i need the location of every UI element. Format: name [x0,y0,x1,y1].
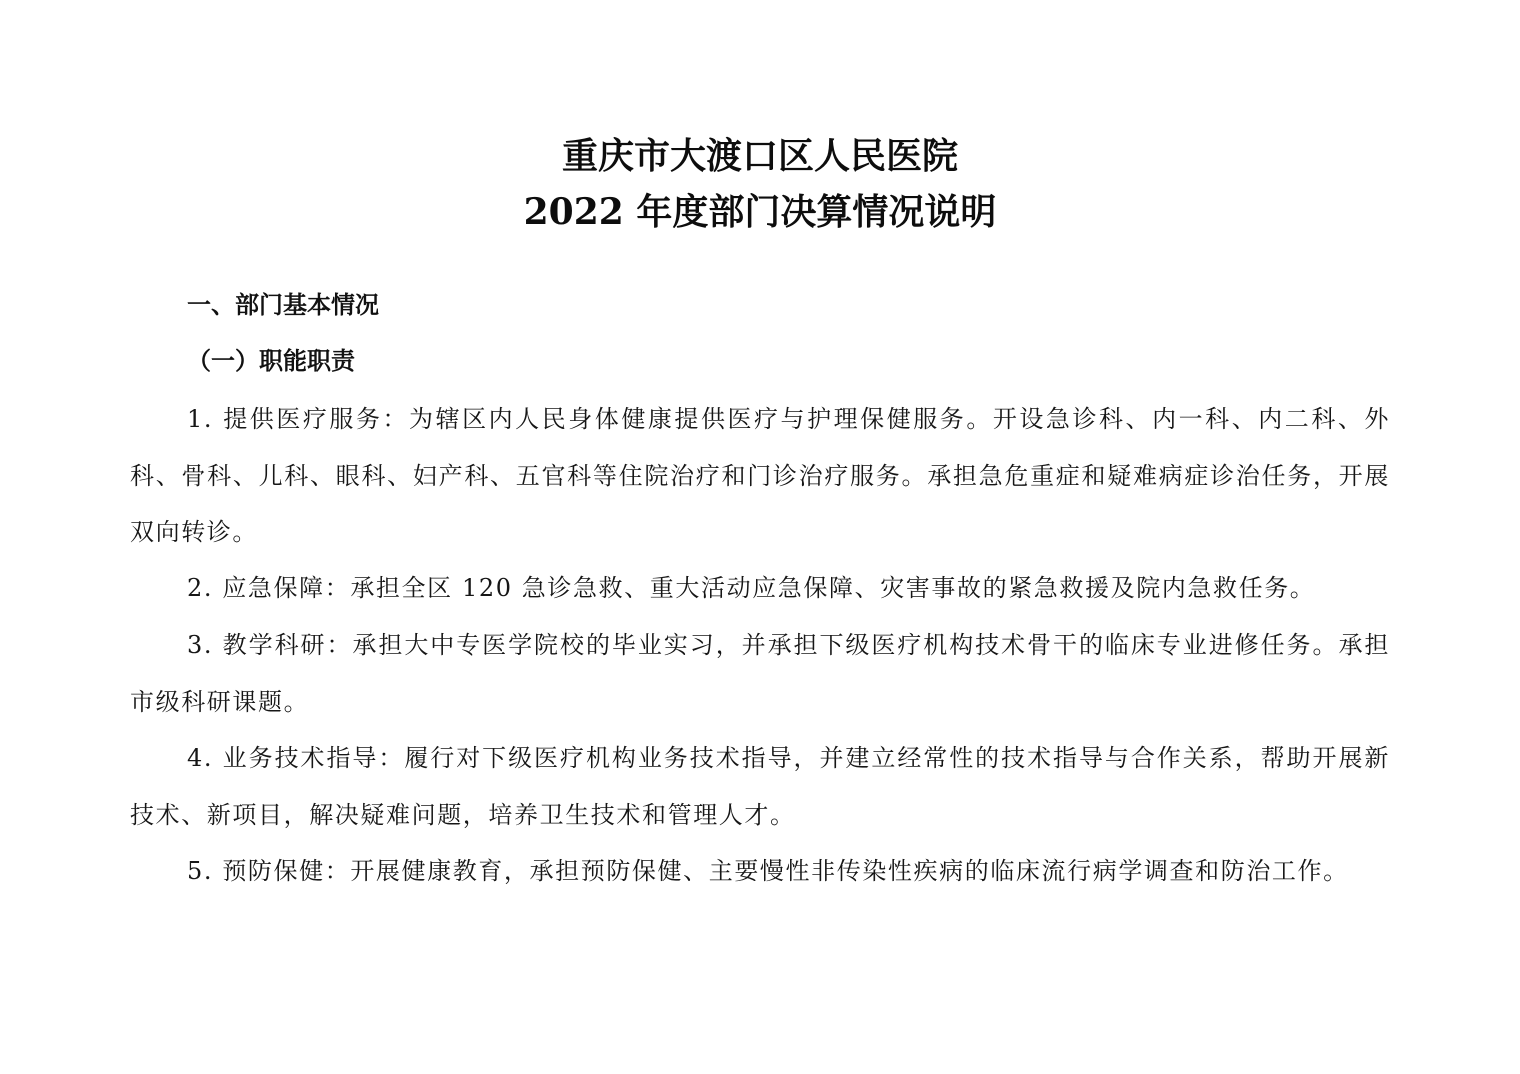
subsection-heading: （一）职能职责 [187,347,355,375]
section-heading: 一、部门基本情况 [187,291,379,319]
document-title-line2: 2022 年度部门决算情况说明 [523,191,997,233]
paragraph-technical-guidance: 4. 业务技术指导：履行对下级医疗机构业务技术指导，并建立经常性的技术指导与合作关系，帮助开展新技术、新项目，解决疑难问题，培养卫生技术和管理人才。 [130,744,1390,829]
paragraph-emergency-support: 2. 应急保障：承担全区 120 急诊急救、重大活动应急保障、灾害事故的紧急救援及院内急救任务。 [187,574,1316,602]
paragraph-preventive-care: 5. 预防保健：开展健康教育，承担预防保健、主要慢性非传染性疾病的临床流行病学调查和防治工作。 [187,857,1349,885]
paragraph-teaching-research: 3. 教学科研：承担大中专医学院校的毕业实习，并承担下级医疗机构技术骨干的临床专业进修任务。承担市级科研课题。 [130,631,1390,716]
paragraph-medical-services: 1. 提供医疗服务：为辖区内人民身体健康提供医疗与护理保健服务。开设急诊科、内一科、内二科、外科、骨科、儿科、眼科、妇产科、五官科等住院治疗和门诊治疗服务。承担急危重症和疑难病症诊治任务，开展双向转诊。 [130,405,1390,546]
document-title-line1: 重庆市大渡口区人民医院 [561,135,958,177]
